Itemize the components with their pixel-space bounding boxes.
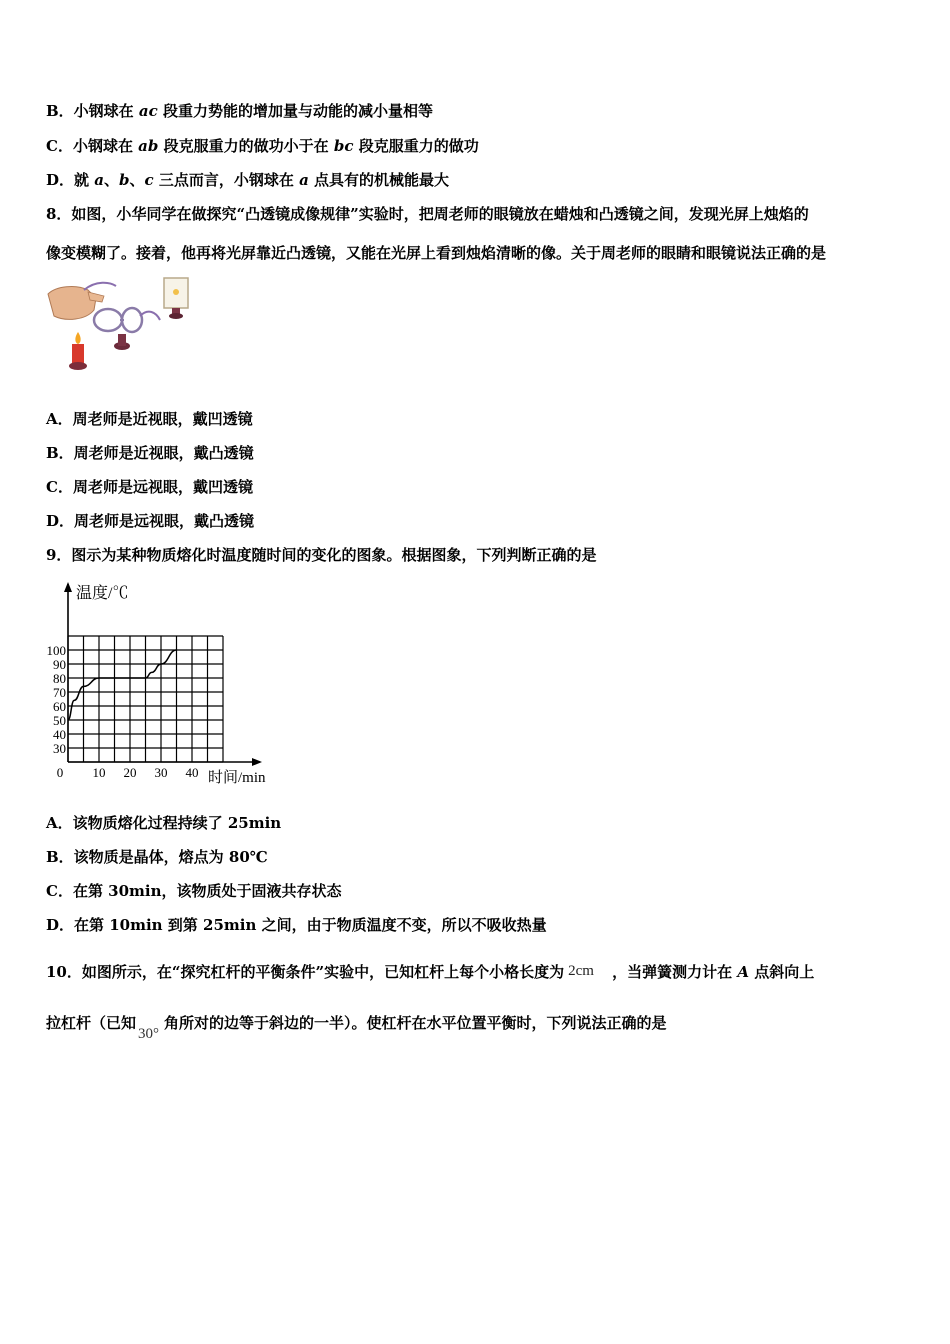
y-tick-label: 60 (53, 699, 66, 714)
x-tick-label: 10 (92, 765, 106, 780)
q9-option-b: B．该物质是晶体，熔点为 80℃ (46, 848, 268, 866)
y-axis-arrow (64, 582, 72, 592)
q9-stem: 9．图示为某种物质熔化时温度随时间的变化的图象。根据图象，下列判断正确的是 (46, 546, 597, 564)
x-tick-label: 20 (123, 765, 137, 780)
chart-axes (64, 582, 262, 766)
melting-chart (42, 578, 282, 788)
q7-option-d: D．就 a、b、c 三点而言，小钢球在 a 点具有的机械能最大 (46, 171, 450, 189)
q7-option-b: B．小钢球在 ac 段重力势能的增加量与动能的减小量相等 (46, 102, 433, 120)
x-axis-arrow (252, 758, 262, 766)
y-tick-label: 80 (53, 671, 66, 686)
q10-unit: 2cm (568, 963, 594, 979)
q9-option-c: C．在第 30min，该物质处于固液共存状态 (46, 882, 342, 900)
q8-option-d: D．周老师是远视眼，戴凸透镜 (46, 512, 255, 530)
chart-grid (68, 636, 223, 762)
y-tick-label: 90 (53, 657, 66, 672)
series-line-temperature (68, 650, 177, 720)
chart-xlabel: 时间/min (208, 770, 266, 786)
y-tick-label: 30 (53, 741, 66, 756)
q8-option-a: A．周老师是近视眼，戴凹透镜 (46, 410, 253, 428)
q8-option-c: C．周老师是远视眼，戴凹透镜 (46, 478, 253, 496)
lens-experiment-figure (46, 276, 196, 376)
q10-angle: 30° (138, 1026, 160, 1042)
q7-option-c: C．小钢球在 ab 段克服重力的做功小于在 bc 段克服重力的做功 (46, 137, 479, 155)
y-tick-label: 40 (53, 727, 66, 742)
q8-stem-line2: 像变模糊了。接着，他再将光屏靠近凸透镜，又能在光屏上看到烛焰清晰的像。关于周老师的眼睛和眼镜说法正确的是 (46, 244, 827, 262)
lens-experiment-icon (46, 276, 196, 376)
chart-ylabel: 温度/℃ (76, 585, 129, 602)
q8-option-b: B．周老师是近视眼，戴凸透镜 (46, 444, 254, 462)
q10-stem-line2: 拉杠杆（已知 30° 角所对的边等于斜边的一半）。使杠杆在水平位置平衡时，下列说法正确的是 (46, 1014, 667, 1042)
y-tick-label: 70 (53, 685, 66, 700)
q10-stem-line1: 10．如图所示，在“探究杠杆的平衡条件”实验中，已知杠杆上每个小格长度为 2cm ，当弹簧测力计在 A 点斜向上 (46, 963, 815, 981)
q9-option-d: D．在第 10min 到第 25min 之间，由于物质温度不变，所以不吸收热量 (46, 916, 547, 934)
y-tick-label: 50 (53, 713, 66, 728)
melting-chart-svg (42, 578, 282, 788)
q9-option-a: A．该物质熔化过程持续了 25min (46, 814, 282, 832)
x-tick-label: 0 (56, 765, 64, 780)
x-tick-label: 40 (185, 765, 199, 780)
chart-series (68, 650, 177, 720)
q8-stem-line1: 8．如图，小华同学在做探究“凸透镜成像规律”实验时，把周老师的眼镜放在蜡烛和凸透镜之间，发现光屏上烛焰的 (46, 205, 809, 223)
y-tick-label: 100 (46, 643, 66, 658)
x-tick-label: 30 (154, 765, 168, 780)
